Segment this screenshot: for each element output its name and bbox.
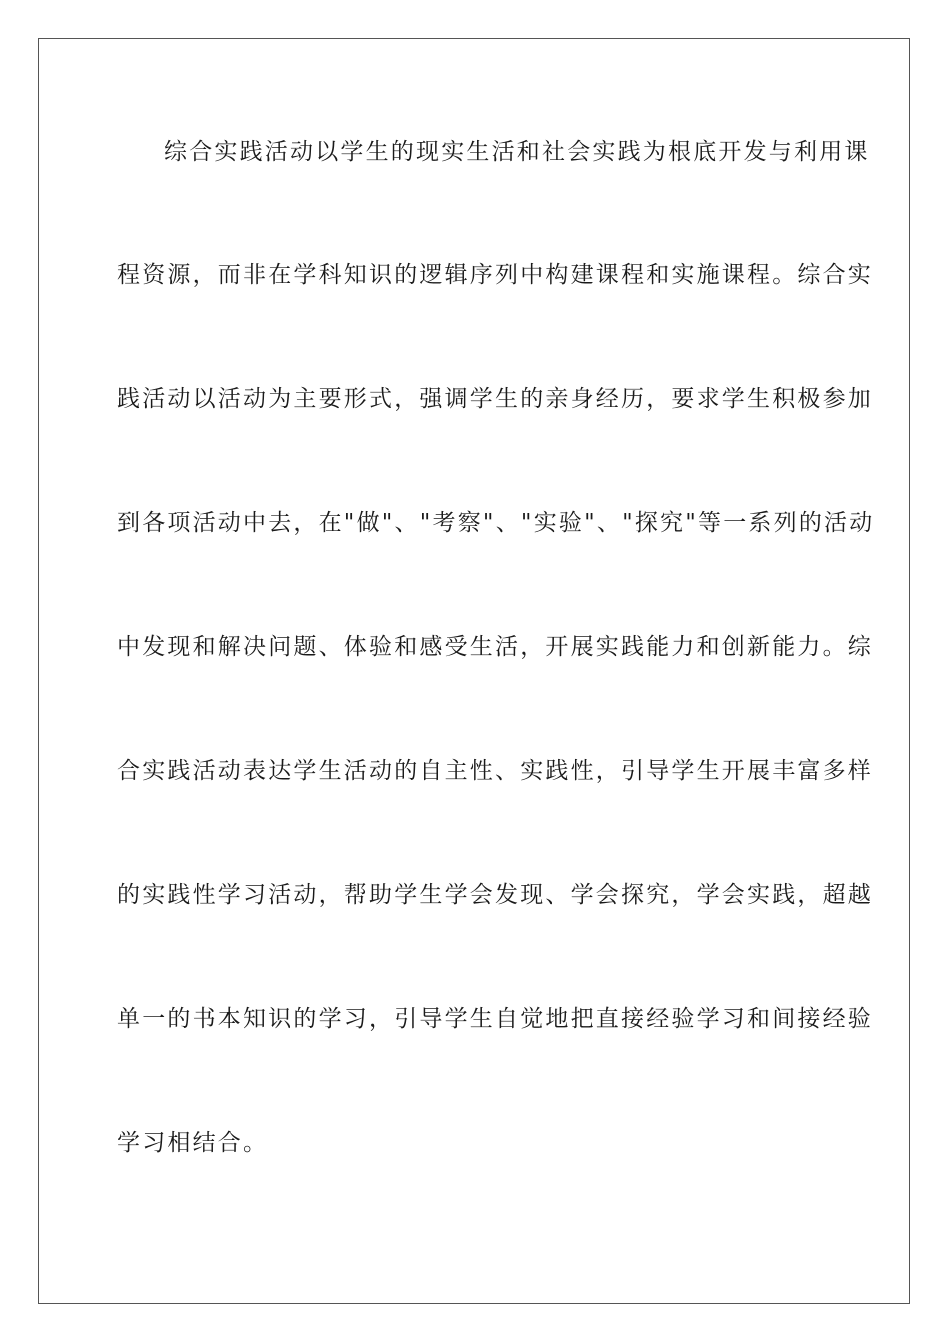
page-border	[38, 38, 910, 1304]
paragraph-line: 的实践性学习活动，帮助学生学会发现、学会探究，学会实践，超越	[117, 882, 873, 908]
paragraph-line: 合实践活动表达学生活动的自主性、实践性，引导学生开展丰富多样	[117, 758, 873, 784]
paragraph-line: 综合实践活动以学生的现实生活和社会实践为根底开发与利用课	[164, 139, 870, 165]
paragraph-line: 中发现和解决问题、体验和感受生活，开展实践能力和创新能力。综	[117, 634, 873, 660]
paragraph-line: 学习相结合。	[117, 1130, 269, 1156]
paragraph-line: 践活动以活动为主要形式，强调学生的亲身经历，要求学生积极参加	[117, 386, 873, 412]
paragraph-line: 程资源，而非在学科知识的逻辑序列中构建课程和实施课程。综合实	[117, 262, 873, 288]
paragraph-line: 到各项活动中去，在"做"、"考察"、"实验"、"探究"等一系列的活动	[117, 510, 875, 536]
paragraph-line: 单一的书本知识的学习，引导学生自觉地把直接经验学习和间接经验	[117, 1006, 873, 1032]
